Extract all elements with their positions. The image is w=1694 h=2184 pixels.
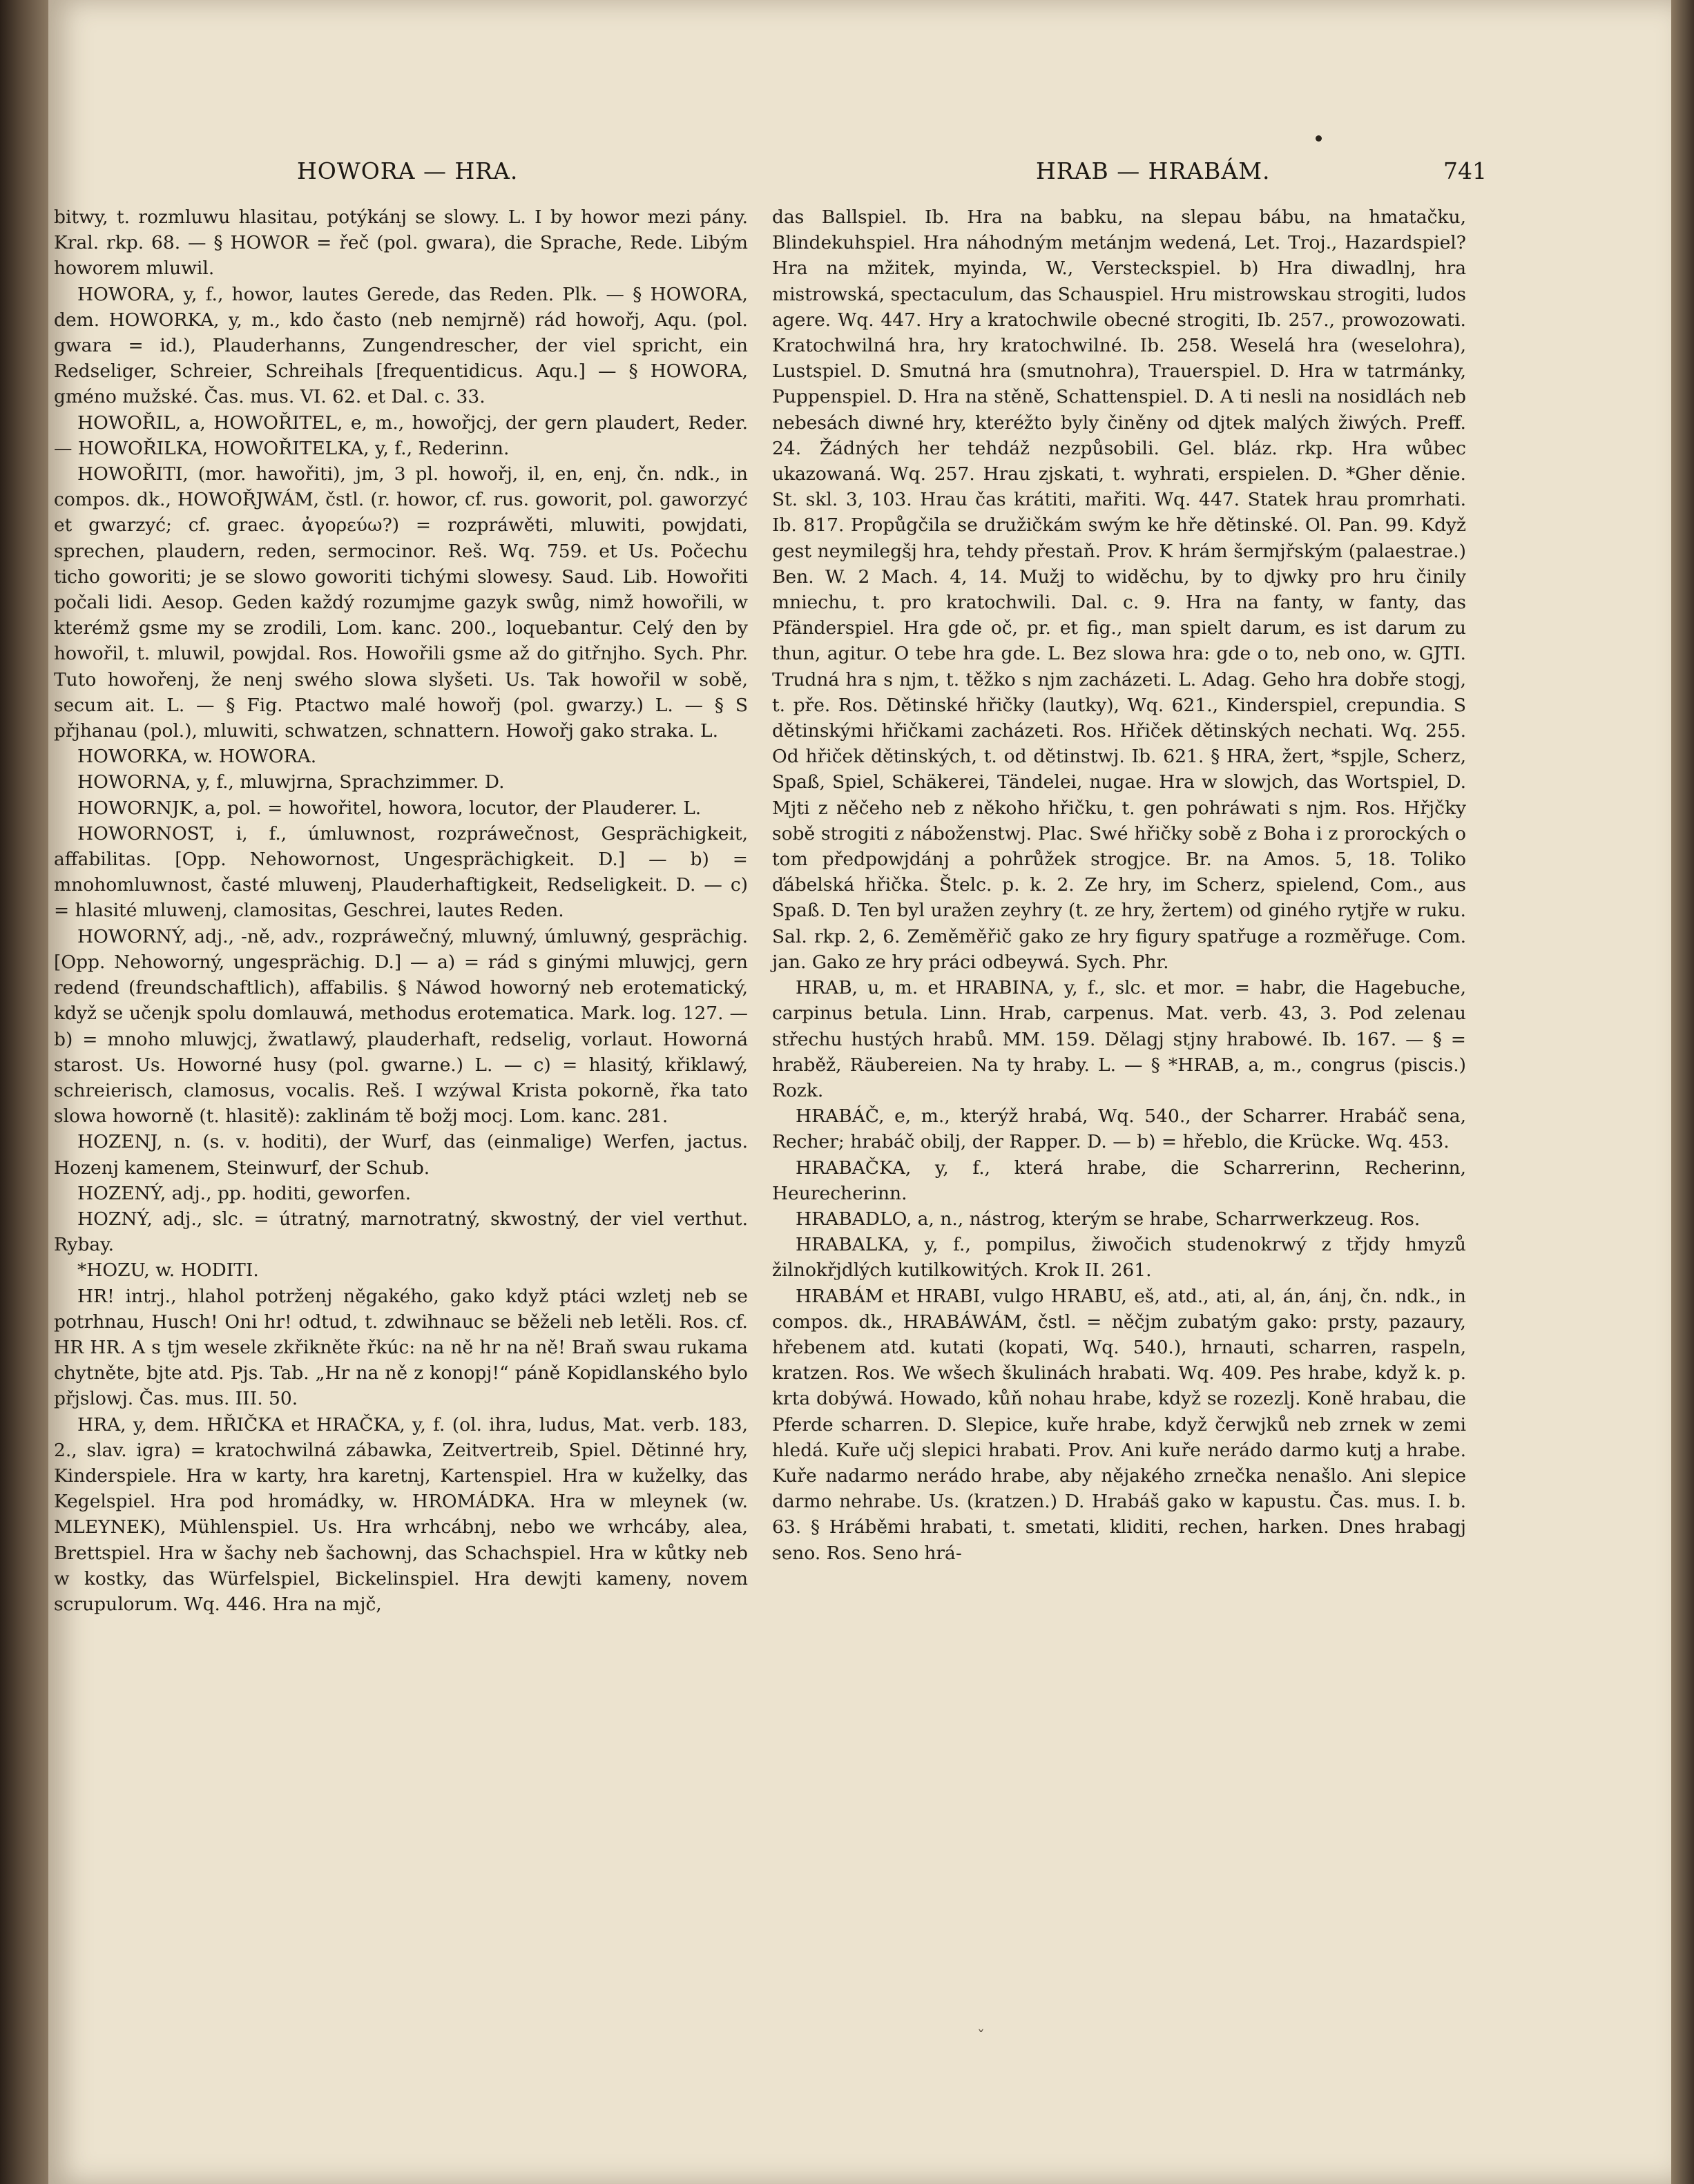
dictionary-entry: HRABÁČ, e, m., kterýž hrabá, Wq. 540., der Scharrer. Hrabáč sena, Recher; hrabáč obilj, der Rapper. D. — b) = hřeblo, die Krücke. Wq. 453. [772, 1105, 1466, 1153]
dictionary-entry: HOWORNÝ, adj., -ně, adv., rozpráwečný, mluwný, úmluwný, gesprächig. [Opp. Nehoworný, ungesprächig. D.] — a) = rád s ginými mluwjcj, gern redend (freundschaftlich), affabilis. § Náwod howorný neb erotematický, když se učenjk spolu domlauwá, methodus erotematica. Mark. log. 127. — b) = mnoho mluwjcj, žwatlawý, plauderhaft, redselig, vorlaut. Howorná starost. Us. Howorné husy (pol. gwarne.) L. — c) = hlasitý, křiklawý, schreierisch, clamosus, vocalis. Reš. I wzýwal Krista pokorně, řka tato slowa howorně (t. hlasitě): zaklinám tě božj mocj. Lom. kanc. 281. [54, 925, 748, 1128]
dictionary-entry: bitwy, t. rozmluwu hlasitau, potýkánj se slowy. L. I by howor mezi pány. Kral. rkp. 68. — § HOWOR = řeč (pol. gwara), die Sprache, Rede. Libým howorem mluwil. [54, 206, 748, 280]
dictionary-entry: HRABAČKA, y, f., která hrabe, die Scharrerinn, Recherinn, Heurecherinn. [772, 1157, 1466, 1204]
dictionary-entry: HOWORA, y, f., howor, lautes Gerede, das Reden. Plk. — § HOWORA, dem. HOWORKA, y, m., kdo často (neb nemjrně) rád howořj, Aqu. (pol. gwara = id.), Plauderhanns, Zungendrescher, der viel spricht, ein Redseliger, Schreier, Schreihals [frequentidicus. Aqu.] — § HOWORA, gméno mužské. Čas. mus. VI. 62. et Dal. c. 33. [54, 283, 748, 408]
page-number: 741 [1443, 157, 1487, 184]
dictionary-entry: HOWORNA, y, f., mluwjrna, Sprachzimmer. D. [77, 771, 505, 793]
dictionary-entry: HRABALKA, y, f., pompilus, žiwočich studenokrwý z třjdy hmyzů žilnokřjdlých kutilkowitých. Krok II. 261. [772, 1234, 1466, 1282]
dictionary-entry: das Ballspiel. Ib. Hra na babku, na slepau bábu, na hmatačku, Blindekuhspiel. Hra náhodným metánjm wedená, Let. Troj., Hazardspiel? Hra na mžitek, myinda, W., Versteckspiel. b) Hra diwadlnj, hra mistrowská, spectaculum, das Schauspiel. Hru mistrowskau strogiti, ludos agere. Wq. 447. Hry a kratochwile obecné strogiti, Ib. 257., prowozowati. Kratochwilná hra, hry kratochwilné. Ib. 258. Weselá hra (weselohra), Lustspiel. D. Smutná hra (smutnohra), Trauerspiel. D. Hra w tatrmánky, Puppenspiel. D. Hra na stěně, Schattenspiel. D. A ti nesli na nosidlách neb nebesách diwné hry, kteréžto byly činěny od djtek malých žiwých. Preff. 24. Žádných her tehdáž nezpůsobili. Gel. bláz. rkp. Hra wůbec ukazowaná. Wq. 257. Hrau zjskati, t. wyhrati, erspielen. D. *Gher děnie. St. skl. 3, 103. Hrau čas krátiti, mařiti. Wq. 447. Statek hrau promrhati. Ib. 817. Propůgčila se družičkám swým ke hře dětinské. Ol. Pan. 99. Když gest neymilegšj hra, tehdy přestaň. Prov. K hrám šermjřským (palaestrae.) Ben. W. 2 Mach. 4, 14. Mužj to widěchu, by to djwky pro hru činily mniechu, t. pro kratochwili. Dal. c. 9. Hra na fanty, w fanty, das Pfänderspiel. Hra gde oč, pr. et fig., man spielt darum, es ist darum zu thun, agitur. O tebe hra gde. L. Bez slowa hra: gde o to, neb ono, w. GJTI. Trudná hra s njm, t. těžko s njm zacházeti. L. Adag. Geho hra dobře stogj, t. pře. Ros. Dětinské hřičky (lautky), Wq. 621., Kinderspiel, crepundia. S dětinskými hřičkami zacházeti. Ros. Hřiček dětinských nechati. Wq. 255. Od hřiček dětinských, t. od dětinstwj. Ib. 621. § HRA, žert, *spjle, Scherz, Spaß, Spiel, Schäkerei, Tändelei, nugae. Hra w slowjch, das Wortspiel, D. Mjti z něčeho neb z někoho hřičku, t. gen pohráwati s njm. Ros. Hřjčky sobě strogiti z náboženstwj. Plac. Swé hřičky sobě z Boha i z prorockých o tom předpowjdánj a pohrůžek strogjce. Br. na Amos. 5, 18. Toliko ďábelská hřička. Štelc. p. k. 2. Ze hry, im Scherz, spielend, Com., aus Spaß. D. Ten byl uražen zeyhry (t. ze hry, žertem) od giného rytjře w ruku. Sal. rkp. 2, 6. Zeměměřič gako ze hry figury spatřuge a rozměřuge. Com. jan. Gako ze hry práci odbeywá. Sych. Phr. [772, 206, 1466, 973]
running-head-left: HOWORA — HRA. [297, 157, 519, 184]
dictionary-entry: HRA, y, dem. HŘIČKA et HRAČKA, y, f. (ol. ihra, ludus, Mat. verb. 183, 2., slav. igra) = kratochwilná zábawka, Zeitvertreib, Spiel. Dětinné hry, Kinderspiele. Hra w karty, hra karetnj, Kartenspiel. Hra w kuželky, das Kegelspiel. Hra pod hromádky, w. HROMÁDKA. Hra w mleynek (w. MLEYNEK), Mühlenspiel. Us. Hra wrhcábnj, nebo we wrhcáby, alea, Brettspiel. Hra w šachy neb šachownj, das Schachspiel. Hra w kůtky neb w kostky, das Würfelspiel, Bickelinspiel. Hra dewjti kameny, novem scrupulorum. Wq. 446. Hra na mjč, [54, 1413, 748, 1615]
book-edge [1671, 0, 1694, 2184]
right-column [772, 204, 1466, 1566]
dictionary-entry: HOWORKA, w. HOWORA. [77, 746, 317, 768]
dictionary-entry: HOZENJ, n. (s. v. hoditi), der Wurf, das (einmalige) Werfen, jactus. Hozenj kamenem, Steinwurf, der Schub. [54, 1131, 748, 1179]
page-header [48, 157, 1671, 199]
running-head-right: HRAB — HRABÁM. [1036, 157, 1271, 184]
dictionary-entry: *HOZU, w. HODITI. [77, 1259, 259, 1282]
dictionary-entry: HRABADLO, a, n., nástrog, kterým se hrabe, Scharrwerkzeug. Ros. [796, 1208, 1421, 1230]
dictionary-entry: HRABÁM et HRABI, vulgo HRABU, eš, atd., ati, al, án, ánj, čn. ndk., in compos. dk., HRABÁWÁM, čstl. = něčjm zubatým gako: prsty, pazaury, hřebenem atd. kutati (kopati, Wq. 540.), hrnauti, scharren, raspeln, kratzen. Ros. We wšech škulinách hrabati. Wq. 409. Pes hrabe, když k. p. krta dobýwá. Howado, kůň nohau hrabe, když se rozezlj. Koně hrabau, die Pferde scharren. D. Slepice, kuře hrabe, když čerwjků neb zrnek w zemi hledá. Kuře učj slepici hrabati. Prov. Ani kuře nerádo darmo kutj a hrabe. Kuře nadarmo nerádo hrabe, aby nějakého zrnečka nenašlo. Ani slepice darmo nehrabe. Us. (kratzen.) D. Hrabáš gako w kapustu. Čas. mus. I. b. 63. § Hráběmi hrabati, t. smetati, kliditi, rechen, harken. Dnes hrabagj seno. Ros. Seno hrá- [772, 1285, 1466, 1564]
ink-speck [1316, 135, 1322, 142]
dictionary-entry: HOZENÝ, adj., pp. hoditi, geworfen. [77, 1182, 412, 1204]
dictionary-entry: HRAB, u, m. et HRABINA, y, f., slc. et mor. = habr, die Hagebuche, carpinus betula. Linn. Hrab, carpenus. Mat. verb. 43, 3. Pod zelenau střechu hustých hrabů. MM. 159. Dělagj stjny hrabowé. Ib. 167. — § = hraběž, Räubereien. Na ty hraby. L. — § *HRAB, a, m., congrus (piscis.) Rozk. [772, 977, 1466, 1101]
dictionary-entry: HOWORNJK, a, pol. = howořitel, howora, locutor, der Plauderer. L. [77, 797, 702, 819]
dictionary-entry: HOWOŘITI, (mor. hawořiti), jm, 3 pl. howořj, il, en, enj, čn. ndk., in compos. dk., HOWOŘJWÁM, čstl. (r. howor, cf. rus. goworit, pol. gaworzyć et gwarzyć; cf. graec. ἀγορεύω?) = rozpráwěti, mluwiti, powjdati, sprechen, plaudern, reden, sermocinor. Reš. Wq. 759. et Us. Počechu ticho goworiti; je se slowo goworiti tichými slowesy. Saud. Lib. Howořiti počali lidi. Aesop. Geden každý rozumjme gazyk swůg, nimž howořili, w kterémž gsme my se zrodili, Lom. kanc. 200., loquebantur. Celý den by howořil, t. mluwil, powjdal. Ros. Howořili gsme až do gitřnjho. Sych. Phr. Tuto howořenj, že nenj swého slowa slyšeti. Us. Tak howořil w sobě, secum ait. L. — § Fig. Ptactwo malé howořj (pol. gwarzy.) L. — § S přjhanau (pol.), mluwiti, schwatzen, schnattern. Howořj gako straka. L. [54, 463, 748, 742]
bottom-mark: ˇ [977, 2029, 985, 2046]
dictionary-entry: HR! intrj., hlahol potrženj něgakého, gako když ptáci wzletj neb se potrhnau, Husch! Oni hr! odtud, t. zdwihnauc se běželi neb letěli. Ros. cf. HR HR. A s tjm wesele zkřikněte řkúc: na ně hr na ně! Braň swau rukama chytněte, bjte atd. Pjs. Tab. „Hr na ně z konopj!“ páně Kopidlanského bylo přjslowj. Čas. mus. III. 50. [54, 1285, 748, 1410]
left-column [54, 204, 748, 1617]
dictionary-entry: HOWORNOST, i, f., úmluwnost, rozpráwečnost, Gesprächigkeit, affabilitas. [Opp. Nehowornost, Ungesprächigkeit. D.] — b) = mnohomluwnost, časté mluwenj, Plauderhaftigkeit, Redseligkeit. D. — c) = hlasité mluwenj, clamositas, Geschrei, lautes Reden. [54, 822, 748, 922]
dictionary-entry: HOZNÝ, adj., slc. = útratný, marnotratný, skwostný, der viel verthut. Rybay. [54, 1208, 748, 1256]
dictionary-entry: HOWOŘIL, a, HOWOŘITEL, e, m., howořjcj, der gern plaudert, Reder. — HOWOŘILKA, HOWOŘITELKA, y, f., Rederinn. [54, 412, 748, 459]
dictionary-page [48, 0, 1671, 2184]
book-spine [0, 0, 48, 2184]
